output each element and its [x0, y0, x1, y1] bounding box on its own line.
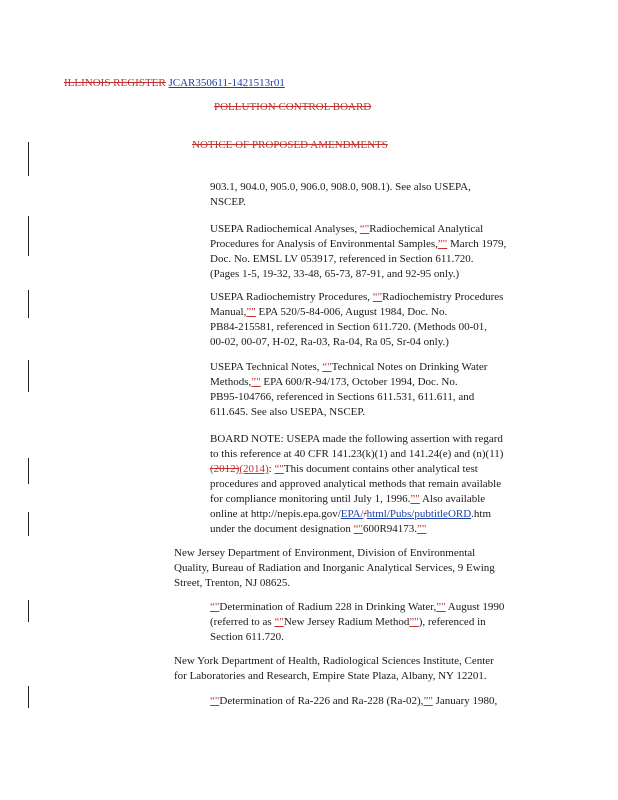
- text-line: USEPA Radiochemistry Procedures, “"Radiochemistry Procedures: [210, 291, 504, 303]
- text-line: Street, Trenton, NJ 08625.: [174, 577, 291, 589]
- text-line: PB84-215581, referenced in Section 611.720. (Methods 00-01,: [210, 321, 487, 333]
- text-line: online at http://nepis.epa.gov/EPA//html/Pubs/pubtitleORD.htm: [210, 508, 492, 520]
- notice-title: NOTICE OF PROPOSED AMENDMENTS: [192, 139, 388, 151]
- text-line: New York Department of Health, Radiological Sciences Institute, Center: [174, 655, 494, 667]
- paragraph-ra-226-ra-228: [210, 694, 497, 709]
- paragraph-radiochemical-analyses: [210, 222, 506, 282]
- change-bar: [28, 600, 29, 622]
- text-line: PB95-104766, referenced in Sections 611.531, 611.611, and: [210, 391, 475, 403]
- text-line: Methods,”" EPA 600/R-94/173, October 1994, Doc. No.: [210, 376, 458, 388]
- text-line: Section 611.720.: [210, 631, 284, 643]
- board-title: POLLUTION CONTROL BOARD: [214, 101, 372, 113]
- link-text: EPA/: [340, 508, 364, 520]
- text-line: under the document designation “"600R94173.”": [210, 523, 427, 535]
- register-inserted: JCAR350611-1421513r01: [168, 77, 285, 89]
- change-bar: [28, 686, 29, 708]
- text-line: for compliance monitoring until July 1, 1996.”" Also available: [210, 493, 486, 505]
- text-line: “"Determination of Ra-226 and Ra-228 (Ra-02),”" January 1980,: [210, 695, 498, 707]
- text-line: 903.1, 904.0, 905.0, 906.0, 908.0, 908.1). See also USEPA,: [210, 181, 471, 193]
- text-line: 611.645. See also USEPA, NSCEP.: [210, 406, 366, 418]
- paragraph-continued: [210, 180, 471, 210]
- text-line: USEPA Technical Notes, “"Technical Notes on Drinking Water: [210, 361, 488, 373]
- text-line: for Laboratories and Research, Empire State Plaza, Albany, NY 12201.: [174, 670, 487, 682]
- change-bar: [28, 216, 29, 256]
- text-line: to this reference at 40 CFR 141.23(k)(1) and 141.24(e) and (n)(11): [210, 448, 504, 460]
- board-note: [210, 432, 503, 537]
- paragraph-technical-notes: [210, 360, 487, 420]
- change-bar: [28, 512, 29, 536]
- paragraph-radiochemistry-procedures: [210, 290, 503, 350]
- register-header: [64, 76, 285, 91]
- change-bar: [28, 360, 29, 392]
- text-line: New Jersey Department of Environment, Division of Environmental: [174, 547, 476, 559]
- text-line: Quality, Bureau of Radiation and Inorganic Analytical Services, 9 Ewing: [174, 562, 495, 574]
- text-line: Procedures for Analysis of Environmental Samples,”" March 1979,: [210, 238, 507, 250]
- text-line: 00-02, 00-07, H-02, Ra-03, Ra-04, Ra 05, Sr-04 only.): [210, 336, 449, 348]
- paragraph-radium-228: [210, 600, 504, 645]
- text-line: (referred to as “"New Jersey Radium Method”"), referenced in: [210, 616, 486, 628]
- text-line: Manual,”" EPA 520/5-84-006, August 1984, Doc. No.: [210, 306, 448, 318]
- paragraph-new-york-department: [174, 654, 494, 684]
- change-bar: [28, 458, 29, 484]
- change-bar: [28, 290, 29, 318]
- text-line: USEPA Radiochemical Analyses, “"Radiochemical Analytical: [210, 223, 484, 235]
- text-line: (Pages 1-5, 19-32, 33-48, 65-73, 87-91, and 92-95 only.): [210, 268, 460, 280]
- change-bar: [28, 142, 29, 176]
- text-line: procedures and approved analytical methods that remain available: [210, 478, 502, 490]
- text-line: Doc. No. EMSL LV 053917, referenced in Section 611.720.: [210, 253, 474, 265]
- text-line: NSCEP.: [210, 196, 246, 208]
- paragraph-new-jersey-department: [174, 546, 495, 591]
- text-line: (2012)(2014): “"This document contains other analytical test: [210, 463, 478, 475]
- text-line: “"Determination of Radium 228 in Drinking Water,”" August 1990: [210, 601, 505, 613]
- link-text: html/Pubs/pubtitleORD: [366, 508, 472, 520]
- text-line: BOARD NOTE: USEPA made the following assertion with regard: [210, 433, 503, 445]
- register-deleted: ILLINOIS REGISTER: [64, 77, 166, 89]
